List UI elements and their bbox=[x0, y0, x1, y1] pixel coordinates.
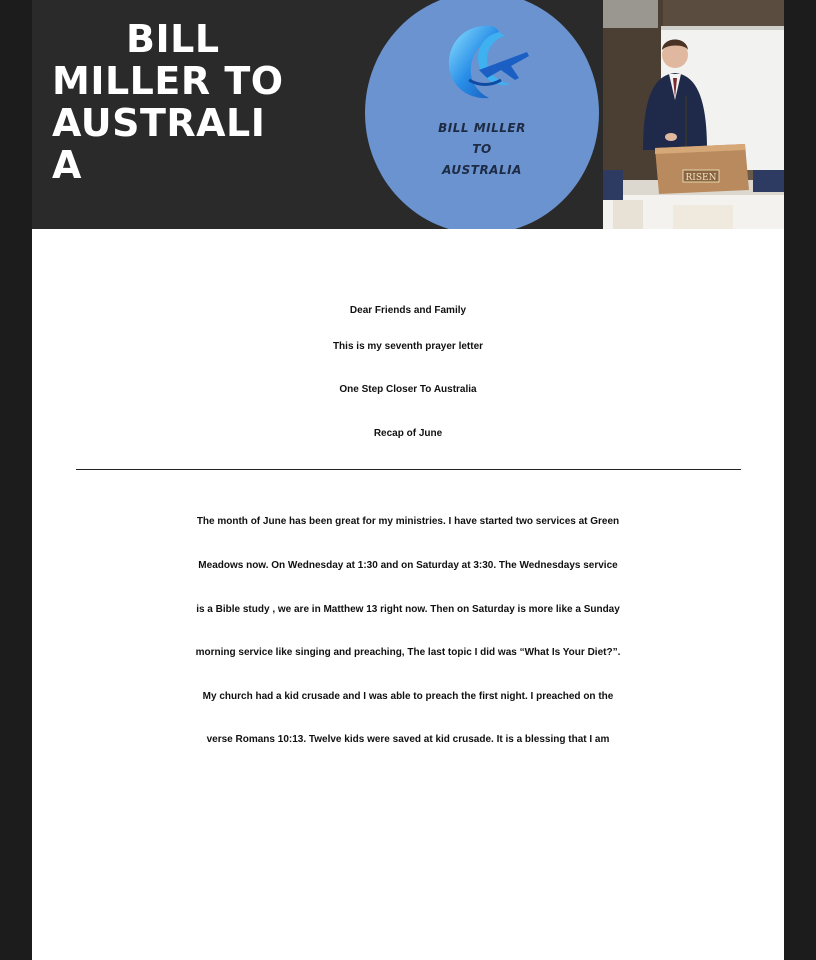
banner-title-line: MILLER TO bbox=[52, 59, 284, 103]
body-line: Meadows now. On Wednesday at 1:30 and on Saturday at 3:30. The Wednesdays service bbox=[198, 560, 618, 571]
section-heading: Recap of June bbox=[373, 428, 443, 439]
body-line: My church had a kid crusade and I was able to preach the first night. I preached on the bbox=[202, 691, 614, 702]
logo-text-line: TO bbox=[472, 142, 492, 156]
body-line: morning service like singing and preaching, The last topic I did was “What Is Your Diet?”. bbox=[195, 647, 621, 658]
banner-title-line: AUSTRALI bbox=[52, 101, 266, 145]
tagline: One Step Closer To Australia bbox=[339, 384, 477, 395]
body-line: is a Bible study , we are in Matthew 13 right now. Then on Saturday is more like a Sunday bbox=[196, 604, 620, 615]
body-line: verse Romans 10:13. Twelve kids were saved at kid crusade. It is a blessing that I am bbox=[206, 734, 610, 745]
greeting: Dear Friends and Family bbox=[349, 305, 467, 316]
letter-content bbox=[32, 0, 784, 960]
banner-title-line: A bbox=[52, 143, 82, 187]
body-line: The month of June has been great for my ministries. I have started two services at Green bbox=[196, 516, 620, 527]
letter-page bbox=[32, 0, 784, 960]
subtitle: This is my seventh prayer letter bbox=[332, 341, 484, 352]
logo-text-line: AUSTRALIA bbox=[442, 163, 522, 177]
divider-rule bbox=[76, 469, 741, 470]
banner-title-line: BILL bbox=[126, 17, 220, 61]
pulpit-label: RISEN bbox=[685, 173, 717, 183]
logo-text-line: BILL MILLER bbox=[438, 121, 526, 135]
